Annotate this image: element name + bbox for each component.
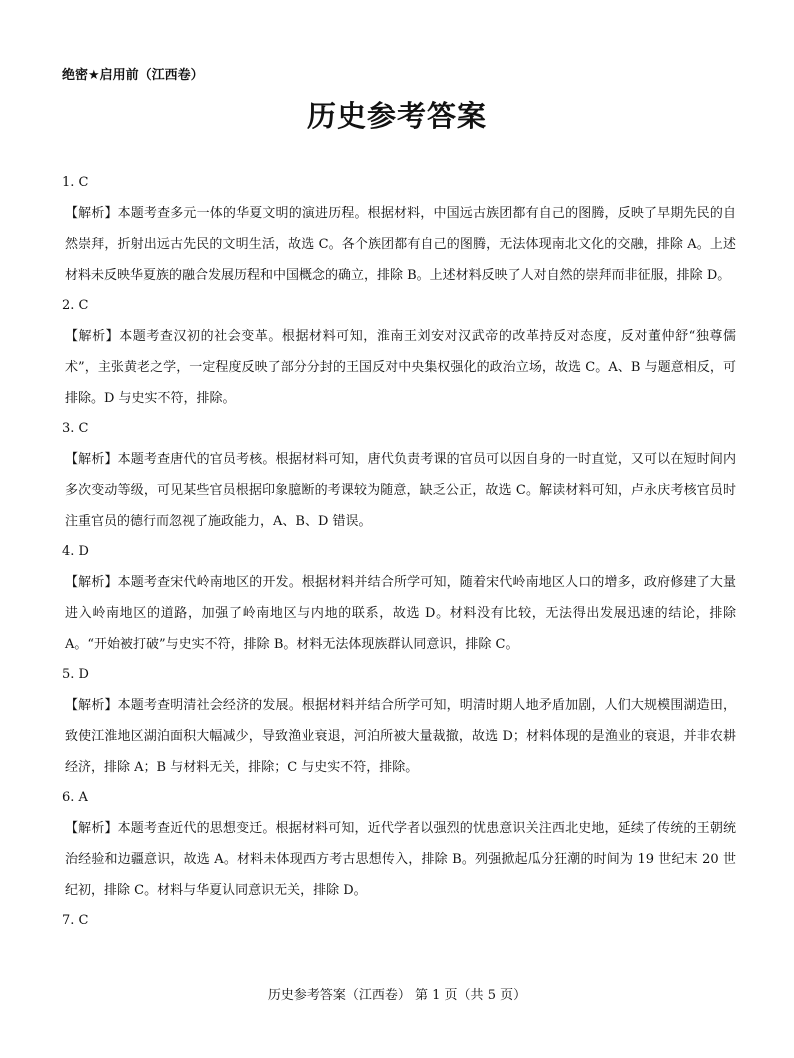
question-number: 5. D xyxy=(62,667,89,682)
question-number: 4. D xyxy=(62,544,89,559)
question-item xyxy=(62,660,736,783)
question-item xyxy=(62,783,736,906)
confidential-label: 绝密★启用前（江西卷） xyxy=(62,68,204,83)
question-analysis: 【解析】本题考查明清社会经济的发展。根据材料并结合所学可知，明清时期人地矛盾加剧，人们大规模围湖造田，致使江淮地区湖泊面积大幅减少，导致渔业衰退，河泊所被大量裁撤，故选 D；材料体现的是渔业的衰退，并非农耕经济，排除 A；B 与材料无关，排除；C 与史实不符，排除。 xyxy=(65,698,736,775)
question-number: 6. A xyxy=(62,790,88,805)
question-number: 3. C xyxy=(62,421,89,436)
question-item xyxy=(62,414,736,537)
page-title: 历史参考答案 xyxy=(306,99,487,133)
question-analysis: 【解析】本题考查近代的思想变迁。根据材料可知，近代学者以强烈的忧患意识关注西北史地，延续了传统的王朝统治经验和边疆意识，故选 A。材料未体现西方考古思想传入，排除 B。列强掀起瓜分狂潮的时间为 19 世纪末 20 世纪初，排除 C。材料与华夏认同意识无关，排除 D。 xyxy=(65,821,736,898)
question-item xyxy=(62,537,736,660)
page-footer: 历史参考答案（江西卷） 第 1 页（共 5 页） xyxy=(267,988,527,1003)
question-analysis: 【解析】本题考查唐代的官员考核。根据材料可知，唐代负责考课的官员可以因自身的一时直觉，又可以在短时间内多次变动等级，可见某些官员根据印象臆断的考课较为随意，缺乏公正，故选 C。解读材料可知，卢永庆考核官员时注重官员的德行而忽视了施政能力，A、B、D 错误。 xyxy=(65,452,736,529)
question-item xyxy=(62,906,736,936)
question-number: 1. C xyxy=(62,175,89,190)
answer-list xyxy=(62,168,736,936)
question-analysis: 【解析】本题考查宋代岭南地区的开发。根据材料并结合所学可知，随着宋代岭南地区人口的增多，政府修建了大量进入岭南地区的道路，加强了岭南地区与内地的联系，故选 D。材料没有比较，无法得出发展迅速的结论，排除 A。“开始被打破”与史实不符，排除 B。材料无法体现族群认同意识，排除 C。 xyxy=(65,575,736,652)
question-analysis: 【解析】本题考查汉初的社会变革。根据材料可知，淮南王刘安对汉武帝的改革持反对态度，反对董仲舒“独尊儒术”，主张黄老之学，一定程度反映了部分分封的王国反对中央集权强化的政治立场，故选 C。A、B 与题意相反，可排除。D 与史实不符，排除。 xyxy=(65,329,736,406)
question-number: 7. C xyxy=(62,913,89,928)
question-item xyxy=(62,168,736,291)
question-number: 2. C xyxy=(62,298,89,313)
question-analysis: 【解析】本题考查多元一体的华夏文明的演进历程。根据材料，中国远古族团都有自己的图腾，反映了早期先民的自然崇拜，折射出远古先民的文明生活，故选 C。各个族团都有自己的图腾，无法体现南北文化的交融，排除 A。上述材料未反映华夏族的融合发展历程和中国概念的确立，排除 B。上述材料反映了人对自然的崇拜而非征服，排除 D。 xyxy=(65,206,736,283)
question-item xyxy=(62,291,736,414)
